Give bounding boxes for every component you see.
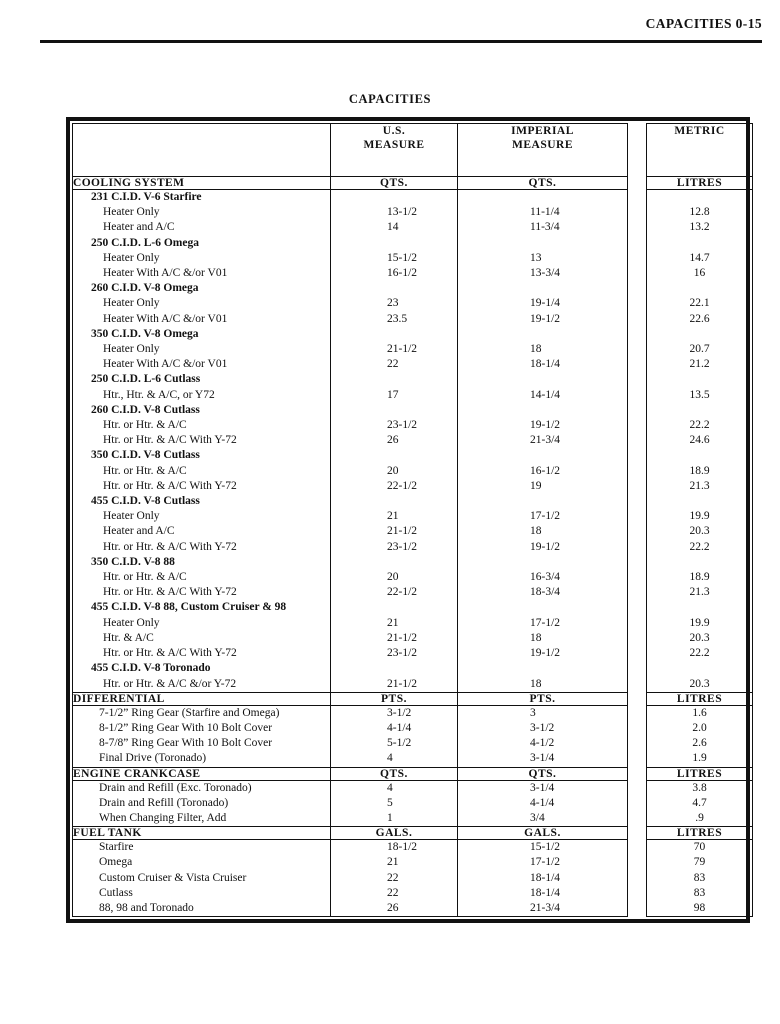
row-value-imperial: 19-1/2 bbox=[530, 647, 561, 660]
row-value-us bbox=[331, 555, 457, 570]
row-value-imperial: 18-1/4 bbox=[530, 886, 561, 899]
row-value-imperial bbox=[458, 448, 627, 463]
row-value-us: 21 bbox=[387, 856, 399, 869]
row-value-us: 21-1/2 bbox=[387, 631, 418, 644]
row-value-metric bbox=[647, 281, 752, 296]
row-label: Heater With A/C &/or V01 bbox=[103, 267, 228, 280]
row-label: Heater Only bbox=[103, 251, 160, 264]
row-value-imperial bbox=[458, 372, 627, 387]
row-label: Htr. or Htr. & A/C bbox=[103, 419, 187, 432]
row-value-imperial: 3-1/2 bbox=[530, 721, 555, 734]
section-imperial-unit-2: QTS. bbox=[458, 767, 628, 780]
row-value-metric: 70 bbox=[693, 841, 706, 854]
section-metric-values-2 bbox=[647, 780, 753, 827]
row-label: 350 C.I.D. V-8 Cutlass bbox=[91, 449, 200, 462]
section-metric-unit-3: LITRES bbox=[647, 827, 753, 840]
row-value-imperial: 17-1/2 bbox=[530, 856, 561, 869]
row-value-us: 22-1/2 bbox=[387, 479, 418, 492]
row-value-us: 17 bbox=[387, 388, 399, 401]
section-title-2: ENGINE CRANKCASE bbox=[73, 767, 331, 780]
section-metric-unit-0: LITRES bbox=[647, 177, 753, 190]
header-us-measure-line2: MEASURE bbox=[363, 139, 425, 152]
section-us-values-0 bbox=[331, 190, 458, 693]
header-imperial-measure-line1: IMPERIAL bbox=[511, 125, 574, 137]
row-value-imperial bbox=[458, 403, 627, 418]
column-gap bbox=[628, 190, 647, 693]
row-value-metric bbox=[647, 372, 752, 387]
row-value-imperial: 16-1/2 bbox=[530, 464, 561, 477]
table-caption: CAPACITIES bbox=[348, 92, 432, 106]
row-label: 455 C.I.D. V-8 88, Custom Cruiser & 98 bbox=[91, 601, 287, 614]
section-body-row bbox=[73, 780, 753, 827]
section-header-row bbox=[73, 827, 753, 840]
row-value-us: 21 bbox=[387, 510, 399, 523]
row-value-metric: 1.9 bbox=[692, 752, 707, 765]
column-gap bbox=[628, 780, 647, 827]
section-labels-3 bbox=[73, 840, 331, 917]
row-value-us: 21-1/2 bbox=[387, 525, 418, 538]
row-value-metric: 3.8 bbox=[692, 781, 707, 794]
section-us-unit-1: PTS. bbox=[331, 692, 458, 705]
row-value-us: 22 bbox=[387, 871, 399, 884]
row-value-imperial bbox=[458, 661, 627, 676]
row-label: 350 C.I.D. V-8 Omega bbox=[91, 327, 199, 340]
row-label: Heater and A/C bbox=[103, 525, 175, 538]
row-value-metric: 20.3 bbox=[689, 525, 710, 538]
section-title-1: DIFFERENTIAL bbox=[73, 692, 331, 705]
row-value-imperial: 19 bbox=[530, 479, 542, 492]
section-title-0: COOLING SYSTEM bbox=[73, 177, 331, 190]
row-value-us: 20 bbox=[387, 571, 399, 584]
section-imperial-unit-0: QTS. bbox=[458, 177, 628, 190]
row-value-metric: 19.9 bbox=[689, 616, 710, 629]
row-value-us: 23 bbox=[387, 297, 399, 310]
row-value-metric: 22.2 bbox=[689, 540, 710, 553]
row-label: Final Drive (Toronado) bbox=[99, 752, 207, 765]
row-value-metric: 83 bbox=[693, 886, 706, 899]
header-imperial-measure-line2: MEASURE bbox=[511, 139, 573, 152]
row-label: Drain and Refill (Exc. Toronado) bbox=[99, 781, 252, 794]
row-value-metric bbox=[647, 555, 752, 570]
row-label: Heater Only bbox=[103, 343, 160, 356]
row-value-imperial: 18 bbox=[530, 525, 542, 538]
row-label: Starfire bbox=[99, 841, 134, 854]
row-label: Heater With A/C &/or V01 bbox=[103, 312, 228, 325]
row-value-metric bbox=[647, 327, 752, 342]
row-value-us bbox=[331, 190, 457, 205]
row-label: Htr. or Htr. & A/C With Y-72 bbox=[103, 586, 237, 599]
table-header-row bbox=[73, 124, 753, 177]
row-value-imperial bbox=[458, 327, 627, 342]
row-value-imperial: 18 bbox=[530, 631, 542, 644]
column-gap bbox=[628, 692, 647, 705]
row-value-us: 23-1/2 bbox=[387, 419, 418, 432]
row-value-us bbox=[331, 327, 457, 342]
row-value-imperial: 11-1/4 bbox=[530, 206, 560, 219]
row-value-imperial bbox=[458, 236, 627, 251]
row-value-imperial bbox=[458, 281, 627, 296]
column-gap bbox=[628, 767, 647, 780]
row-label: 250 C.I.D. L-6 Omega bbox=[91, 236, 199, 249]
row-value-metric: 22.2 bbox=[689, 419, 710, 432]
row-value-us: 23-1/2 bbox=[387, 540, 418, 553]
section-metric-unit-1: LITRES bbox=[647, 692, 753, 705]
row-value-imperial bbox=[458, 600, 627, 615]
row-value-imperial: 18 bbox=[530, 677, 542, 690]
section-labels-1 bbox=[73, 705, 331, 767]
row-value-imperial: 3 bbox=[530, 706, 536, 719]
row-label: Htr. or Htr. & A/C With Y-72 bbox=[103, 434, 237, 447]
row-value-metric: 14.7 bbox=[689, 251, 710, 264]
row-value-metric bbox=[647, 600, 752, 615]
row-value-metric: 13.5 bbox=[689, 388, 710, 401]
row-value-metric: 18.9 bbox=[689, 571, 710, 584]
row-value-us bbox=[331, 236, 457, 251]
row-value-us: 15-1/2 bbox=[387, 251, 418, 264]
row-value-us: 20 bbox=[387, 464, 399, 477]
column-gap bbox=[628, 827, 647, 840]
section-imperial-values-3 bbox=[458, 840, 628, 917]
section-header-row bbox=[73, 767, 753, 780]
section-imperial-values-0 bbox=[458, 190, 628, 693]
row-value-us: 23-1/2 bbox=[387, 647, 418, 660]
row-value-us: 18-1/2 bbox=[387, 841, 418, 854]
row-value-imperial: 21-3/4 bbox=[530, 434, 561, 447]
row-value-us: 5 bbox=[387, 796, 393, 809]
row-label: When Changing Filter, Add bbox=[99, 811, 227, 824]
row-value-metric: 19.9 bbox=[689, 510, 710, 523]
row-label: Cutlass bbox=[99, 886, 133, 899]
row-value-metric: 20.3 bbox=[689, 631, 710, 644]
row-label: 8-1/2” Ring Gear With 10 Bolt Cover bbox=[99, 721, 273, 734]
row-label: 231 C.I.D. V-6 Starfire bbox=[91, 191, 202, 203]
row-label: Htr. or Htr. & A/C With Y-72 bbox=[103, 540, 237, 553]
row-value-us: 22 bbox=[387, 886, 399, 899]
header-us-measure-line1: U.S. bbox=[382, 125, 406, 137]
row-value-imperial bbox=[458, 190, 627, 205]
section-imperial-unit-3: GALS. bbox=[458, 827, 628, 840]
section-header-row bbox=[73, 177, 753, 190]
row-value-us: 1 bbox=[387, 811, 393, 824]
row-value-metric: 21.3 bbox=[689, 586, 710, 599]
row-value-us: 4 bbox=[387, 752, 393, 765]
header-blank-cell bbox=[73, 124, 331, 177]
row-value-imperial: 11-3/4 bbox=[530, 221, 560, 234]
row-label: 455 C.I.D. V-8 Toronado bbox=[91, 662, 211, 675]
row-value-metric: 16 bbox=[693, 267, 706, 280]
row-value-imperial: 16-3/4 bbox=[530, 571, 561, 584]
row-label: Htr. or Htr. & A/C bbox=[103, 464, 187, 477]
row-value-metric: 21.2 bbox=[689, 358, 710, 371]
column-gap bbox=[628, 124, 647, 177]
capacities-table-container bbox=[66, 117, 750, 923]
section-header-row bbox=[73, 692, 753, 705]
section-body-row bbox=[73, 190, 753, 693]
section-metric-values-1 bbox=[647, 705, 753, 767]
section-metric-values-3 bbox=[647, 840, 753, 917]
row-label: Heater Only bbox=[103, 616, 160, 629]
row-value-metric: 98 bbox=[693, 901, 706, 914]
row-value-metric: 21.3 bbox=[689, 479, 710, 492]
row-value-us: 26 bbox=[387, 901, 399, 914]
row-value-metric: 22.1 bbox=[689, 297, 710, 310]
row-value-imperial: 13-3/4 bbox=[530, 267, 561, 280]
row-value-us bbox=[331, 600, 457, 615]
section-imperial-unit-1: PTS. bbox=[458, 692, 628, 705]
row-value-metric: 2.0 bbox=[692, 721, 707, 734]
row-value-metric bbox=[647, 661, 752, 676]
row-value-us bbox=[331, 281, 457, 296]
row-label: Drain and Refill (Toronado) bbox=[99, 796, 229, 809]
row-value-metric: 4.7 bbox=[692, 796, 707, 809]
row-value-metric: 22.2 bbox=[689, 647, 710, 660]
row-label: Heater Only bbox=[103, 297, 160, 310]
row-value-imperial: 19-1/4 bbox=[530, 297, 561, 310]
row-value-imperial: 19-1/2 bbox=[530, 312, 561, 325]
column-gap bbox=[628, 177, 647, 190]
row-value-imperial: 21-3/4 bbox=[530, 901, 561, 914]
row-label: 350 C.I.D. V-8 88 bbox=[91, 555, 175, 568]
row-value-us bbox=[331, 372, 457, 387]
row-value-imperial: 19-1/2 bbox=[530, 419, 561, 432]
row-value-imperial: 4-1/4 bbox=[530, 796, 555, 809]
row-label: 260 C.I.D. V-8 Omega bbox=[91, 282, 199, 295]
section-labels-2 bbox=[73, 780, 331, 827]
row-value-us: 21 bbox=[387, 616, 399, 629]
row-value-imperial: 4-1/2 bbox=[530, 737, 555, 750]
section-body-row bbox=[73, 840, 753, 917]
row-value-imperial: 17-1/2 bbox=[530, 616, 561, 629]
row-value-us bbox=[331, 403, 457, 418]
row-label: Htr. or Htr. & A/C With Y-72 bbox=[103, 479, 237, 492]
row-value-us: 5-1/2 bbox=[387, 737, 412, 750]
row-label: Htr. & A/C bbox=[103, 631, 154, 644]
row-value-metric: 24.6 bbox=[689, 434, 710, 447]
column-gap bbox=[628, 840, 647, 917]
row-label: Heater With A/C &/or V01 bbox=[103, 358, 228, 371]
header-us-measure bbox=[331, 124, 458, 177]
section-us-values-3 bbox=[331, 840, 458, 917]
row-value-imperial: 13 bbox=[530, 251, 542, 264]
row-value-imperial: 14-1/4 bbox=[530, 388, 561, 401]
row-value-imperial: 18-1/4 bbox=[530, 358, 561, 371]
section-imperial-values-2 bbox=[458, 780, 628, 827]
section-imperial-values-1 bbox=[458, 705, 628, 767]
row-value-us: 16-1/2 bbox=[387, 267, 418, 280]
row-label: Htr. or Htr. & A/C &/or Y-72 bbox=[103, 677, 237, 690]
row-label: Heater Only bbox=[103, 510, 160, 523]
row-value-imperial bbox=[458, 555, 627, 570]
row-value-metric: 1.6 bbox=[692, 706, 707, 719]
row-value-metric bbox=[647, 494, 752, 509]
row-label: Htr., Htr. & A/C, or Y72 bbox=[103, 388, 215, 401]
row-value-imperial: 18-3/4 bbox=[530, 586, 561, 599]
row-value-us: 22 bbox=[387, 358, 399, 371]
row-value-us bbox=[331, 448, 457, 463]
row-label: 7-1/2” Ring Gear (Starfire and Omega) bbox=[99, 706, 280, 719]
section-us-values-2 bbox=[331, 780, 458, 827]
section-us-values-1 bbox=[331, 705, 458, 767]
row-label: 260 C.I.D. V-8 Cutlass bbox=[91, 403, 200, 416]
row-value-metric bbox=[647, 236, 752, 251]
section-us-unit-2: QTS. bbox=[331, 767, 458, 780]
section-body-row bbox=[73, 705, 753, 767]
row-value-us: 13-1/2 bbox=[387, 206, 418, 219]
header-imperial-measure bbox=[458, 124, 628, 177]
row-value-metric: .9 bbox=[695, 811, 704, 824]
row-value-us bbox=[331, 661, 457, 676]
row-value-us: 4 bbox=[387, 781, 393, 794]
row-label: Omega bbox=[99, 856, 133, 869]
header-metric: METRIC bbox=[647, 124, 753, 177]
row-value-imperial bbox=[458, 494, 627, 509]
row-label: 250 C.I.D. L-6 Cutlass bbox=[91, 373, 201, 386]
section-title-3: FUEL TANK bbox=[73, 827, 331, 840]
row-value-imperial: 3-1/4 bbox=[530, 781, 555, 794]
row-value-metric bbox=[647, 448, 752, 463]
row-label: Htr. or Htr. & A/C With Y-72 bbox=[103, 647, 237, 660]
row-value-imperial: 3-1/4 bbox=[530, 752, 555, 765]
row-value-imperial: 3/4 bbox=[530, 811, 545, 824]
row-value-metric: 83 bbox=[693, 871, 706, 884]
section-us-unit-0: QTS. bbox=[331, 177, 458, 190]
row-label: Custom Cruiser & Vista Cruiser bbox=[99, 871, 247, 884]
row-value-us: 14 bbox=[387, 221, 399, 234]
row-value-us: 26 bbox=[387, 434, 399, 447]
section-labels-0 bbox=[73, 190, 331, 693]
row-value-us: 21-1/2 bbox=[387, 343, 418, 356]
header-divider bbox=[40, 40, 762, 43]
row-value-metric: 2.6 bbox=[692, 737, 707, 750]
row-value-us: 22-1/2 bbox=[387, 586, 418, 599]
row-value-imperial: 17-1/2 bbox=[530, 510, 561, 523]
row-value-metric: 13.2 bbox=[689, 221, 710, 234]
section-metric-values-0 bbox=[647, 190, 753, 693]
row-value-imperial: 18 bbox=[530, 343, 542, 356]
row-value-metric bbox=[647, 190, 752, 205]
row-value-metric: 12.8 bbox=[689, 206, 710, 219]
row-value-us: 4-1/4 bbox=[387, 721, 412, 734]
row-value-imperial: 18-1/4 bbox=[530, 871, 561, 884]
row-value-metric: 22.6 bbox=[689, 312, 710, 325]
row-label: Htr. or Htr. & A/C bbox=[103, 571, 187, 584]
row-value-us bbox=[331, 494, 457, 509]
capacities-table-frame bbox=[66, 117, 750, 923]
row-value-metric: 20.3 bbox=[689, 677, 710, 690]
row-value-us: 3-1/2 bbox=[387, 706, 412, 719]
row-label: Heater and A/C bbox=[103, 221, 175, 234]
row-label: Heater Only bbox=[103, 206, 160, 219]
page-header bbox=[40, 16, 762, 46]
row-value-metric bbox=[647, 403, 752, 418]
section-us-unit-3: GALS. bbox=[331, 827, 458, 840]
section-metric-unit-2: LITRES bbox=[647, 767, 753, 780]
row-value-us: 23.5 bbox=[387, 312, 408, 325]
row-label: 88, 98 and Toronado bbox=[99, 901, 194, 914]
row-value-metric: 20.7 bbox=[689, 343, 710, 356]
column-gap bbox=[628, 705, 647, 767]
row-value-us: 21-1/2 bbox=[387, 677, 418, 690]
row-value-metric: 18.9 bbox=[689, 464, 710, 477]
capacities-table bbox=[72, 123, 753, 917]
row-value-imperial: 15-1/2 bbox=[530, 841, 561, 854]
row-label: 8-7/8” Ring Gear With 10 Bolt Cover bbox=[99, 737, 273, 750]
row-value-imperial: 19-1/2 bbox=[530, 540, 561, 553]
row-value-metric: 79 bbox=[693, 856, 706, 869]
row-label: 455 C.I.D. V-8 Cutlass bbox=[91, 495, 200, 508]
page-title: CAPACITIES 0-15 bbox=[645, 16, 762, 31]
